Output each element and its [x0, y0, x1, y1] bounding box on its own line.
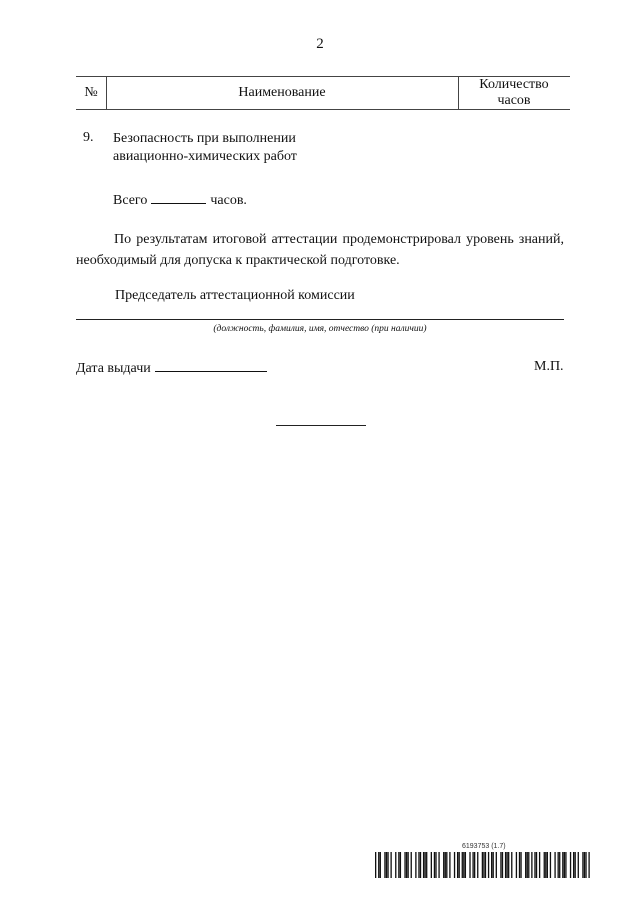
barcode-bar	[502, 852, 503, 878]
barcode	[375, 852, 590, 878]
barcode-bar	[406, 852, 407, 878]
barcode-bar	[378, 852, 379, 878]
barcode-bar	[431, 852, 432, 878]
barcode-bar	[418, 852, 419, 878]
barcode-bar	[511, 852, 512, 878]
barcode-bar	[415, 852, 416, 878]
barcode-bar	[554, 852, 555, 878]
barcode-bar	[500, 852, 501, 878]
barcode-bar	[386, 852, 387, 878]
barcode-bar	[545, 852, 546, 878]
barcode-bar	[472, 852, 473, 878]
barcode-bar	[462, 852, 463, 878]
barcode-bar	[411, 852, 412, 878]
barcode-bar	[443, 852, 444, 878]
barcode-bar	[575, 852, 576, 878]
barcode-bar	[547, 852, 548, 878]
barcode-bar	[525, 852, 526, 878]
column-header-hours-line2: часов	[497, 93, 531, 108]
barcode-bar	[457, 852, 458, 878]
barcode-bar	[445, 852, 446, 878]
barcode-bar	[582, 852, 583, 878]
total-hours-blank	[151, 191, 206, 204]
barcode-bar	[407, 852, 408, 878]
total-label: Всего	[113, 193, 148, 208]
barcode-bar	[463, 852, 464, 878]
end-divider	[276, 425, 366, 426]
barcode-bar	[493, 852, 494, 878]
column-header-number: №	[76, 77, 107, 109]
barcode-bar	[516, 852, 517, 878]
barcode-bar	[454, 852, 455, 878]
barcode-bar	[390, 852, 391, 878]
barcode-bar	[496, 852, 497, 878]
barcode-bar	[424, 852, 425, 878]
barcode-bar	[520, 852, 521, 878]
barcode-bar	[528, 852, 529, 878]
barcode-bar	[534, 852, 535, 878]
barcode-bar	[573, 852, 574, 878]
barcode-bar	[485, 852, 486, 878]
table-row-number: 9.	[83, 130, 94, 145]
barcode-bar	[527, 852, 528, 878]
barcode-bar	[426, 852, 427, 878]
barcode-bar	[488, 852, 489, 878]
barcode-bar	[400, 852, 401, 878]
column-header-hours-line1: Количество	[479, 77, 549, 92]
barcode-bar	[438, 852, 439, 878]
column-header-hours	[458, 77, 570, 109]
barcode-bar	[474, 852, 475, 878]
barcode-bar	[482, 852, 483, 878]
barcode-bar	[559, 852, 560, 878]
barcode-bar	[584, 852, 585, 878]
stamp-place: М.П.	[534, 359, 564, 374]
barcode-bar	[578, 852, 579, 878]
barcode-bar	[404, 852, 405, 878]
barcode-bar	[585, 852, 586, 878]
barcode-bar	[423, 852, 424, 878]
barcode-bar	[562, 852, 563, 878]
signature-line	[76, 319, 564, 320]
barcode-bar	[558, 852, 559, 878]
barcode-bar	[506, 852, 507, 878]
barcode-bar	[505, 852, 506, 878]
barcode-bar	[508, 852, 509, 878]
issue-date-blank	[155, 359, 267, 372]
barcode-bar	[384, 852, 385, 878]
barcode-bar	[449, 852, 450, 878]
table-row-name-line2: авиационно-химических работ	[113, 149, 297, 164]
total-hours	[113, 191, 247, 209]
barcode-bar	[483, 852, 484, 878]
barcode-bar	[564, 852, 565, 878]
barcode-bar	[387, 852, 388, 878]
total-unit: часов.	[210, 193, 247, 208]
column-header-name: Наименование	[106, 77, 459, 109]
table-header	[76, 76, 570, 110]
barcode-bar	[519, 852, 520, 878]
barcode-bar	[491, 852, 492, 878]
barcode-bar	[588, 852, 589, 878]
barcode-bar	[375, 852, 376, 878]
page-number: 2	[316, 36, 324, 52]
signature-caption: (должность, фамилия, имя, отчество (при наличии)	[213, 324, 427, 334]
barcode-bar	[395, 852, 396, 878]
barcode-bar	[565, 852, 566, 878]
barcode-bar	[570, 852, 571, 878]
barcode-caption: 6193753 (1.7)	[462, 843, 506, 850]
barcode-bar	[539, 852, 540, 878]
barcode-bar	[380, 852, 381, 878]
barcode-bar	[550, 852, 551, 878]
issue-date-label: Дата выдачи	[76, 361, 151, 376]
barcode-bar	[465, 852, 466, 878]
table-row-name-line1: Безопасность при выполнении	[113, 131, 296, 146]
barcode-bar	[477, 852, 478, 878]
barcode-bar	[434, 852, 435, 878]
attestation-paragraph: По результатам итоговой аттестации продемонстрировал уровень знаний, необходимый для допуска к практической подготовке.	[76, 232, 564, 268]
barcode-bar	[531, 852, 532, 878]
barcode-bar	[446, 852, 447, 878]
barcode-bar	[420, 852, 421, 878]
barcode-bar	[398, 852, 399, 878]
barcode-bar	[459, 852, 460, 878]
barcode-bar	[469, 852, 470, 878]
barcode-bar	[435, 852, 436, 878]
issue-date	[76, 359, 267, 377]
table-row-name	[113, 130, 297, 166]
barcode-bar	[544, 852, 545, 878]
barcode-bar	[536, 852, 537, 878]
commission-chair-label: Председатель аттестационной комиссии	[115, 288, 355, 303]
